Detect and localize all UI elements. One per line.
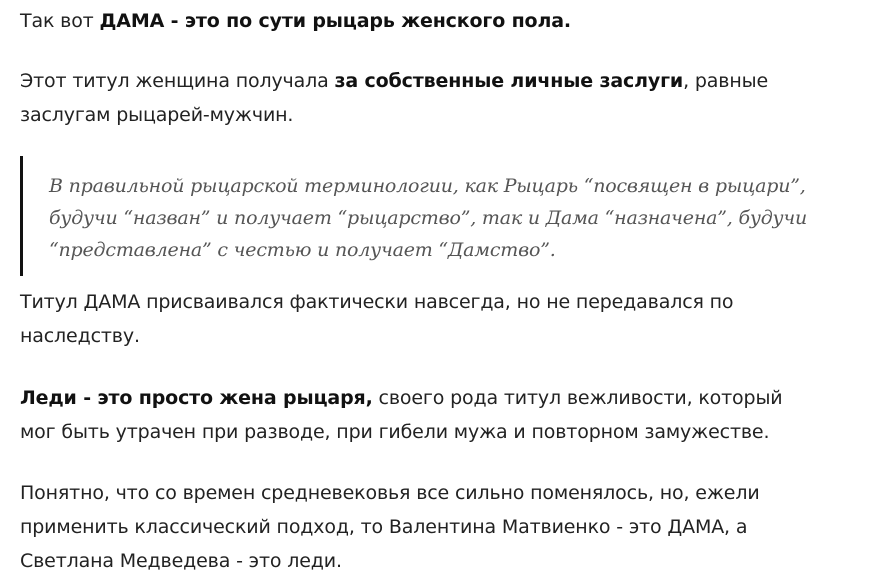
paragraph-text: , равные заслугам рыцарей-мужчин. <box>20 70 768 126</box>
bold-phrase: Леди - это просто жена рыцаря, <box>20 387 373 409</box>
paragraph-dama-definition <box>20 4 571 38</box>
paragraph-title-merits <box>20 64 840 132</box>
paragraph-text: своего рода титул вежливости, который мог быть утрачен при разводе, при гибели мужа и повторном замужестве. <box>20 387 783 443</box>
blockquote <box>20 156 823 276</box>
paragraph-lady-definition <box>20 381 820 449</box>
paragraph-text: Понятно, что со времен средневековья все сильно поменялось, но, ежели применить классический подход, то Валентина Матвиенко - это ДАМА, а Светлана Медведева - это леди. <box>20 482 760 572</box>
bold-phrase: ДАМА - это по сути рыцарь женского пола. <box>99 10 571 32</box>
bold-phrase: за собственные личные заслуги <box>334 70 684 92</box>
paragraph-title-inheritance <box>20 285 780 353</box>
paragraph-text: Так вот <box>20 10 100 32</box>
paragraph-text: Этот титул женщина получала <box>20 70 335 92</box>
blockquote-text: В правильной рыцарской терминологии, как Рыцарь “посвящен в рыцари”, будучи “назван” и получает “рыцарство”, так и Дама “назначена”, будучи “представлена” с честью и получает “Дамство”. <box>49 175 808 261</box>
paragraph-conclusion <box>20 476 800 578</box>
paragraph-text: Титул ДАМА присваивался фактически навсегда, но не передавался по наследству. <box>20 291 734 347</box>
